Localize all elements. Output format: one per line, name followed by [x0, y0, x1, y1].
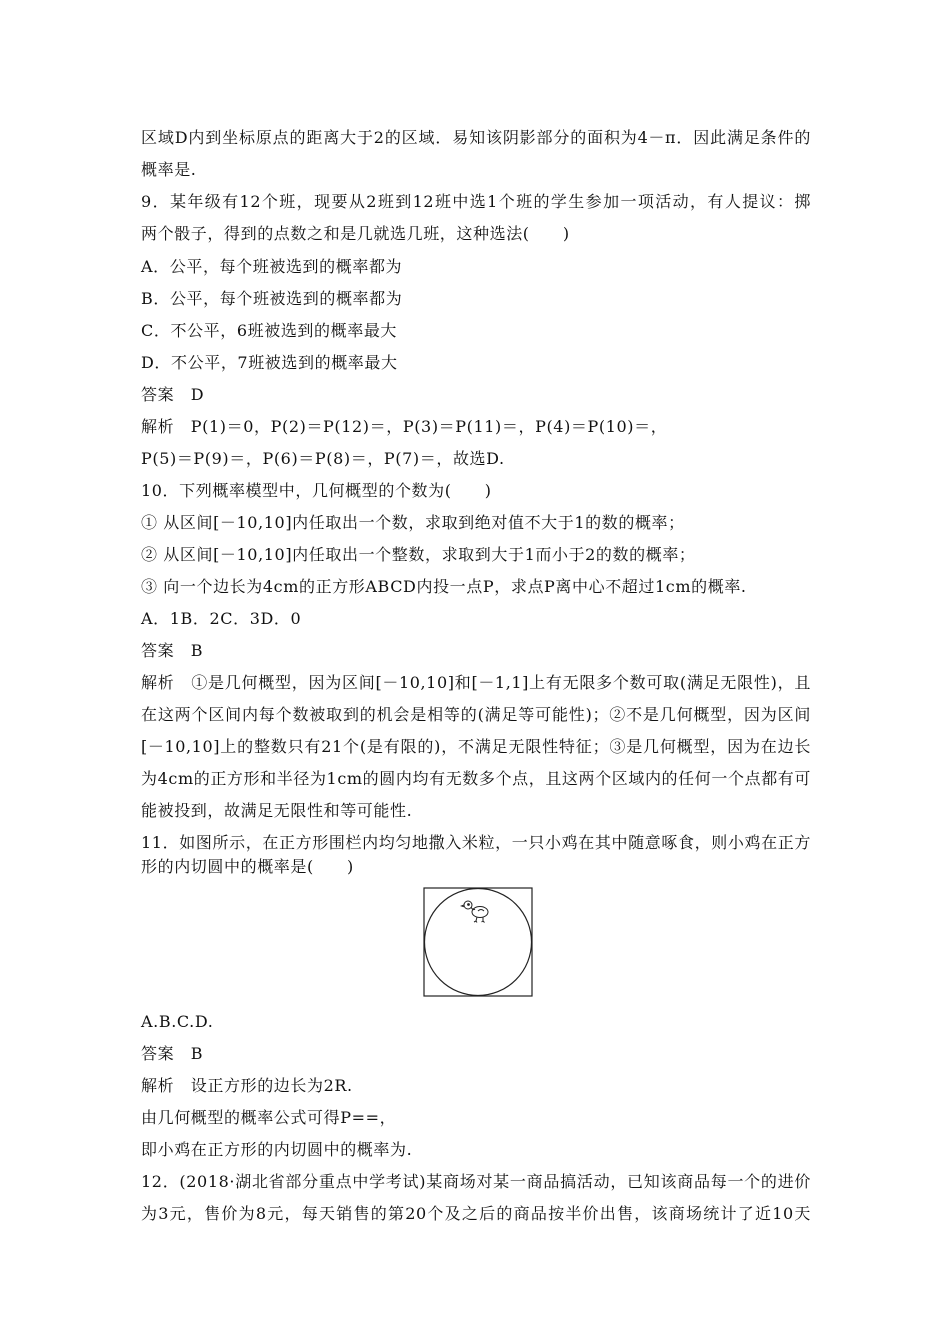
- item-2: ② 从区间[－10,10]内任取出一个整数，求取到大于1而小于2的数的概率；: [141, 545, 696, 564]
- question-9-line: 9．某年级有12个班，现要从2班到12班中选1个班的学生参加一项活动，有人提议：掷: [141, 192, 811, 211]
- analysis-line: 解析 ①是几何概型，因为区间[－10,10]和[－1,1]上有无限多个数可取(满足无限性)，且: [141, 673, 811, 692]
- option-d: D．不公平，7班被选到的概率最大: [141, 353, 398, 372]
- option-c: C．不公平，6班被选到的概率最大: [141, 321, 398, 340]
- text-line: 概率是.: [141, 160, 197, 179]
- analysis-line: P(5)＝P(9)＝，P(6)＝P(8)＝，P(7)＝，故选D.: [141, 449, 505, 468]
- square-with-inscribed-circle-figure: [423, 887, 533, 997]
- analysis-line: 为4cm的正方形和半径为1cm的圆内均有无数多个点，且这两个区域内的任何一个点都有可: [141, 769, 811, 788]
- answer-line: 答案 D: [141, 385, 205, 404]
- chick-icon: [462, 901, 489, 923]
- inscribed-circle: [425, 889, 532, 996]
- options-line: A．1B．2C．3D．0: [141, 609, 302, 628]
- analysis-line: 解析 P(1)＝0，P(2)＝P(12)＝，P(3)＝P(11)＝，P(4)＝P(10)＝，: [141, 417, 668, 436]
- question-10-line: 10．下列概率模型中，几何概型的个数为( ): [141, 481, 492, 500]
- answer-line: 答案 B: [141, 1044, 204, 1063]
- question-11-line: 形的内切圆中的概率是( ): [141, 857, 354, 876]
- analysis-line: 即小鸡在正方形的内切圆中的概率为.: [141, 1140, 413, 1159]
- analysis-line: 能被投到，故满足无限性和等可能性.: [141, 801, 413, 820]
- analysis-line: 由几何概型的概率公式可得P==，: [141, 1108, 397, 1127]
- analysis-line: 解析 设正方形的边长为2R.: [141, 1076, 353, 1095]
- text-line: 区域D内到坐标原点的距离大于2的区域．易知该阴影部分的面积为4－π．因此满足条件的: [141, 128, 811, 147]
- question-9-line: 两个骰子，得到的点数之和是几就选几班，这种选法( ): [141, 224, 570, 243]
- options-line: A.B.C.D.: [141, 1012, 214, 1031]
- answer-line: 答案 B: [141, 641, 204, 660]
- option-b: B．公平，每个班被选到的概率都为: [141, 289, 403, 308]
- item-1: ① 从区间[－10,10]内任取出一个数，求取到绝对值不大于1的数的概率；: [141, 513, 685, 532]
- question-11-line: 11．如图所示，在正方形围栏内均匀地撒入米粒，一只小鸡在其中随意啄食，则小鸡在正方: [141, 833, 811, 852]
- question-12-line: 为3元，售价为8元，每天销售的第20个及之后的商品按半价出售，该商场统计了近10天: [141, 1204, 811, 1223]
- item-3: ③ 向一个边长为4cm的正方形ABCD内投一点P，求点P离中心不超过1cm的概率.: [141, 577, 747, 596]
- question-12-line: 12．(2018·湖北省部分重点中学考试)某商场对某一商品搞活动，已知该商品每一个的进价: [141, 1172, 811, 1191]
- analysis-line: [－10,10]上的整数只有21个(是有限的)，不满足无限性特征；③是几何概型，因为在边长: [141, 737, 811, 756]
- analysis-line: 在这两个区间内每个数被取到的机会是相等的(满足等可能性)；②不是几何概型，因为区间: [141, 705, 811, 724]
- option-a: A．公平，每个班被选到的概率都为: [141, 257, 403, 276]
